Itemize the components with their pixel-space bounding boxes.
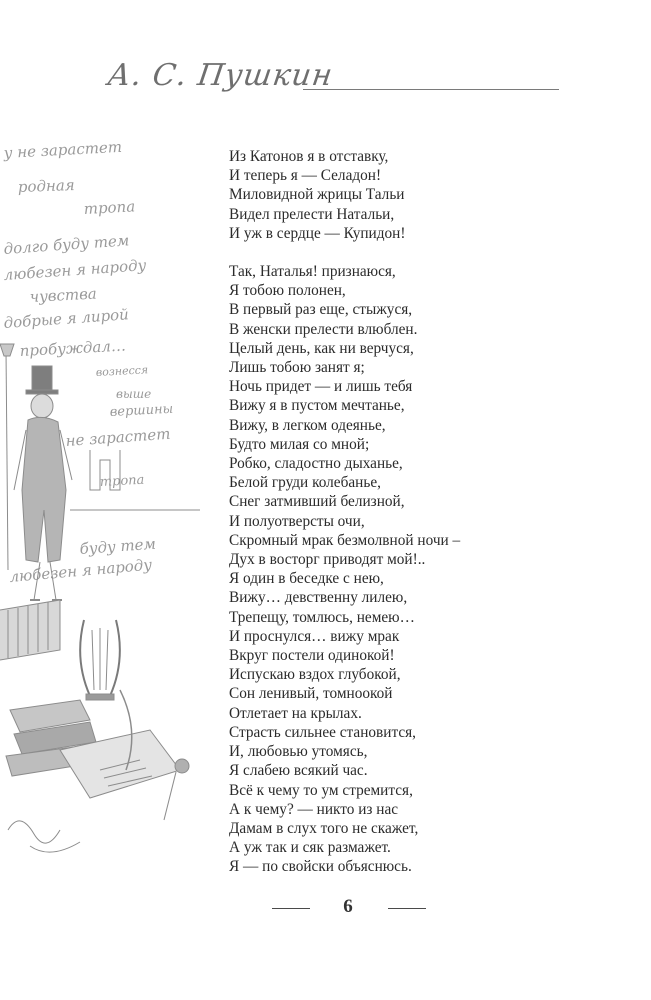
poem-line: Сон ленивый, томноокой (229, 685, 393, 703)
author-signature: А. С. Пушкин (105, 58, 336, 93)
poem-line: И, любовью утомясь, (229, 743, 368, 761)
handwriting-line: долго буду тем (3, 231, 130, 258)
stanza (229, 147, 460, 243)
poem-line: В первый раз еще, стыжуся, (229, 301, 413, 319)
poem-line: Будто милая со мной; (229, 435, 370, 453)
poem-line: Испускаю вздох глубокой, (229, 666, 401, 684)
handwriting-line: пробуждал… (19, 336, 127, 360)
poem-line: Вижу я в пустом мечтанье, (229, 397, 405, 415)
poem-line: Я — по свойски объяснюсь. (229, 858, 412, 876)
handwriting-line: любезен я народу (8, 555, 153, 586)
poem-line: И теперь я — Селадон! (229, 167, 382, 185)
poem-line: Ночь придет — и лишь тебя (229, 378, 413, 396)
poem-line: Всё к чему то ум стремится, (229, 781, 413, 799)
handwriting-line: вознесся (95, 363, 149, 379)
poem-line: Дух в восторг приводят мой!.. (229, 551, 426, 569)
stanza (229, 262, 460, 877)
poem-line: Скромный мрак безмолвной ночи – (229, 531, 461, 549)
poem-line: Вкруг постели одинокой! (229, 647, 395, 665)
poem-line: Так, Наталья! признаюся, (229, 263, 396, 281)
poem-line: Я слабею всякий час. (229, 762, 368, 780)
poem-line: Я один в беседке с нею, (229, 570, 384, 588)
poem-text (229, 147, 460, 877)
handwriting-line: чувства (29, 284, 98, 306)
poem-line: Вижу… девственну лилею, (229, 589, 408, 607)
poem-line: Страсть сильнее становится, (229, 723, 416, 741)
poem-line: Робко, сладостно дыханье, (229, 455, 403, 473)
poem-line: Лишь тобою занят я; (229, 359, 365, 377)
page-footer (0, 896, 651, 920)
page-number: 6 (343, 896, 353, 917)
footer-rule-left (272, 908, 310, 909)
pushkin-sketch-illustration (0, 130, 200, 870)
poem-line: Целый день, как ни верчуся, (229, 339, 414, 357)
poem-line: Трепещу, томлюсь, немею… (229, 608, 415, 626)
handwriting-line: тропа (83, 197, 136, 218)
handwriting-line: тропа (99, 472, 145, 490)
poem-line: И проснулся… вижу мрак (229, 627, 400, 645)
poem-line: И полуотверсты очи, (229, 512, 365, 530)
poem-line: Я тобою полонен, (229, 282, 346, 300)
handwriting-line: у не зарастет (3, 137, 123, 162)
poem-line: И уж в сердце — Купидон! (229, 224, 406, 242)
poem-line: В женски прелести влюблен. (229, 320, 418, 338)
header-rule (303, 89, 559, 90)
poem-line: Вижу, в легком одеянье, (229, 416, 386, 434)
poem-line: Миловидной жрицы Тальи (229, 186, 405, 204)
poem-line: А уж так и сяк размажет. (229, 839, 391, 857)
handwriting-line: добрые я лирой (3, 305, 130, 332)
handwriting-line: выше (116, 387, 152, 401)
footer-rule-right (388, 908, 426, 909)
handwriting-line: любезен я народу (3, 256, 147, 284)
handwriting-line: вершины (109, 401, 174, 420)
poem-line: Видел прелести Натальи, (229, 205, 395, 223)
poem-line: А к чему? — никто из нас (229, 800, 399, 818)
handwriting-line: не зарастет (65, 424, 171, 450)
handwriting-line: буду тем (79, 534, 157, 558)
poem-line: Отлетает на крылах. (229, 704, 362, 722)
handwriting-line: родная (17, 176, 76, 196)
poem-line: Белой груди колебанье, (229, 474, 381, 492)
poem-line: Снег затмивший белизной, (229, 493, 405, 511)
poem-line: Из Катонов я в отставку, (229, 148, 389, 165)
poem-line: Дамам в слух того не скажет, (229, 819, 419, 837)
